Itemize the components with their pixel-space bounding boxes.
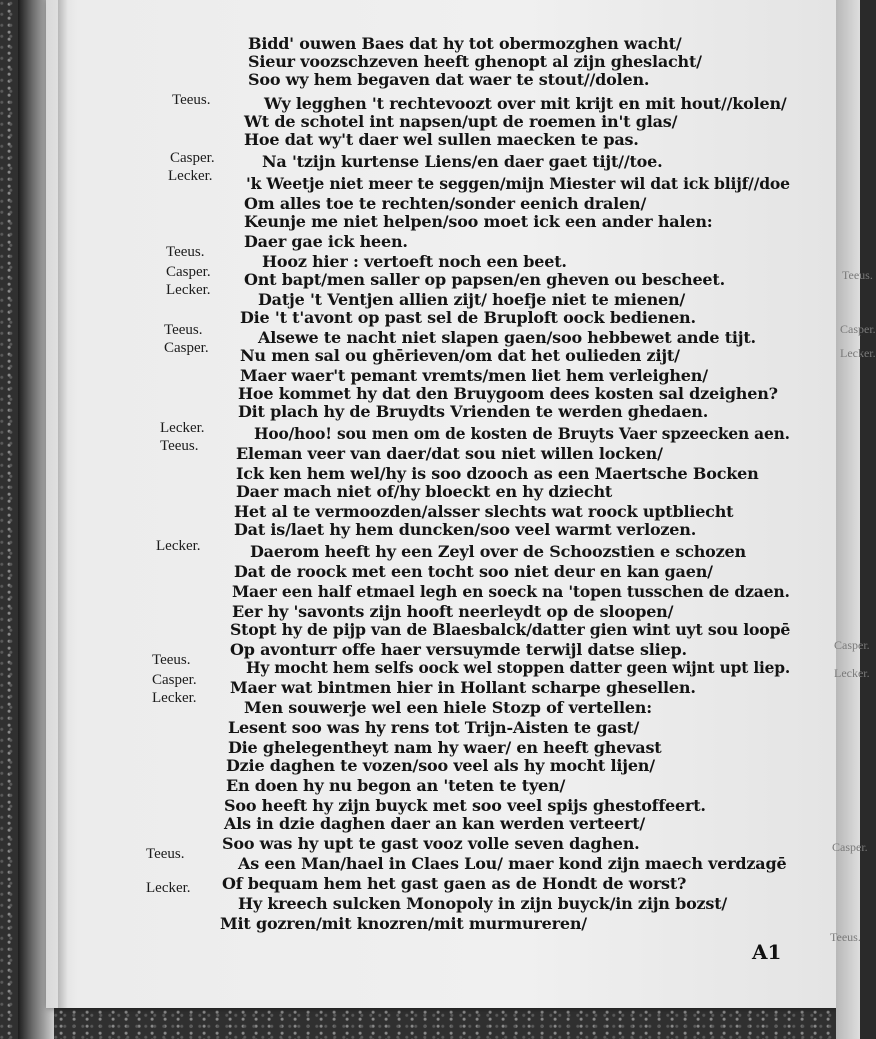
verse-line: Wt de schotel int napsen/upt de roemen in't glas/ bbox=[244, 112, 678, 131]
verse-line: Dat is/laet hy hem duncken/soo veel warmt verlozen. bbox=[234, 520, 697, 539]
verse-line: Hy kreech sulcken Monopoly in zijn buyck/in zijn bozst/ bbox=[238, 894, 728, 913]
verse-line: Of bequam hem het gast gaen as de Hondt de worst? bbox=[222, 874, 687, 893]
verse-line: Op avonturr offe haer versuymde terwijl datse sliep. bbox=[230, 640, 687, 659]
speaker-label: Casper. bbox=[166, 264, 211, 280]
verse-line: Soo was hy upt te gast vooz volle seven daghen. bbox=[222, 834, 640, 853]
speaker-label: Lecker. bbox=[152, 690, 197, 706]
verse-line: Soo heeft hy zijn buyck met soo veel spijs ghestoffeert. bbox=[224, 796, 706, 815]
verse-line: Sieur voozschzeven heeft ghenopt al zijn gheslacht/ bbox=[248, 52, 702, 71]
verse-line: Als in dzie daghen daer an kan werden verteert/ bbox=[224, 814, 646, 833]
verse-line: Dat de roock met een tocht soo niet deur en kan gaen/ bbox=[234, 562, 713, 581]
verse-line: Eer hy 'savonts zijn hooft neerleydt op de sloopen/ bbox=[232, 602, 674, 621]
speaker-label: Teeus. bbox=[160, 438, 199, 454]
verse-line: Ick ken hem wel/hy is soo dzooch as een Maertsche Bocken bbox=[236, 464, 759, 483]
verse-line: Hooz hier : vertoeft noch een beet. bbox=[262, 252, 567, 271]
speaker-label: Teeus. bbox=[164, 322, 203, 338]
verse-line: Eleman veer van daer/dat sou niet willen locken/ bbox=[236, 444, 663, 463]
verse-line: Mit gozren/mit knozren/mit murmureren/ bbox=[220, 914, 587, 933]
facing-page-speaker: Casper. bbox=[834, 638, 870, 652]
speaker-label: Teeus. bbox=[146, 846, 185, 862]
verse-line: En doen hy nu begon an 'teten te tyen/ bbox=[226, 776, 566, 795]
verse-line: Dit plach hy de Bruydts Vrienden te werden ghedaen. bbox=[238, 402, 709, 421]
facing-page-speaker: Teeus. bbox=[842, 268, 873, 282]
verse-line: Na 'tzijn kurtense Liens/en daer gaet tijt//toe. bbox=[262, 152, 663, 171]
verse-line: Hoe kommet hy dat den Bruygoom dees kosten sal dzeighen? bbox=[238, 384, 778, 403]
verse-line: Ont bapt/men saller op papsen/en gheven ou bescheet. bbox=[244, 270, 725, 289]
facing-page-speaker: Lecker. bbox=[834, 666, 870, 680]
verse-line: As een Man/hael in Claes Lou/ maer kond zijn maech verdzagē bbox=[238, 854, 787, 873]
verse-line: Wy legghen 't rechtevoozt over mit krijt en mit hout//kolen/ bbox=[264, 94, 787, 113]
speaker-label: Lecker. bbox=[166, 282, 211, 298]
verse-line: Daerom heeft hy een Zeyl over de Schoozstien e schozen bbox=[250, 542, 746, 561]
verse-line: Lesent soo was hy rens tot Trijn-Aisten te gast/ bbox=[228, 718, 640, 737]
facing-page-speaker: Lecker. bbox=[840, 346, 876, 360]
verse-line: Men souwerje wel een hiele Stozp of vertellen: bbox=[244, 698, 652, 717]
speaker-label: Lecker. bbox=[168, 168, 213, 184]
speaker-label: Lecker. bbox=[160, 420, 205, 436]
verse-line: Maer wat bintmen hier in Hollant scharpe ghesellen. bbox=[230, 678, 696, 697]
verse-line: Die ghelegentheyt nam hy waer/ en heeft ghevast bbox=[228, 738, 662, 757]
verse-line: 'k Weetje niet meer te seggen/mijn Miester wil dat ick blijf//doe bbox=[246, 174, 790, 193]
verse-line: Soo wy hem begaven dat waer te stout//dolen. bbox=[248, 70, 650, 89]
verse-line: Hoo/hoo! sou men om de kosten de Bruyts Vaer spzeecken aen. bbox=[254, 424, 790, 443]
speaker-label: Casper. bbox=[152, 672, 197, 688]
verse-line: Hoe dat wy't daer wel sullen maecken te pas. bbox=[244, 130, 639, 149]
verse-line: Maer een half etmael legh en soeck na 'topen tusschen de dzaen. bbox=[232, 582, 790, 601]
verse-line: Alsewe te nacht niet slapen gaen/soo hebbewet ande tijt. bbox=[258, 328, 756, 347]
verse-line: Het al te vermoozden/alsser slechts wat roock uptbliecht bbox=[234, 502, 734, 521]
verse-line: Maer waer't pemant vremts/men liet hem verleighen/ bbox=[240, 366, 708, 385]
verse-line: Nu men sal ou ghērieven/om dat het oulieden zijt/ bbox=[240, 346, 680, 365]
verse-line: Hy mocht hem selfs oock wel stoppen datter geen wijnt upt liep. bbox=[246, 658, 791, 677]
speaker-label: Casper. bbox=[170, 150, 215, 166]
verse-line: Daer mach niet of/hy bloeckt en hy dziecht bbox=[236, 482, 613, 501]
speaker-label: Teeus. bbox=[152, 652, 191, 668]
signature-mark: A1 bbox=[752, 940, 782, 964]
verse-line: Bidd' ouwen Baes dat hy tot obermozghen wacht/ bbox=[248, 34, 682, 53]
verse-line: Daer gae ick heen. bbox=[244, 232, 408, 251]
speaker-label: Casper. bbox=[164, 340, 209, 356]
speaker-label: Teeus. bbox=[172, 92, 211, 108]
speaker-label: Lecker. bbox=[156, 538, 201, 554]
verse-line: Om alles toe te rechten/sonder eenich dralen/ bbox=[244, 194, 647, 213]
facing-page-speaker: Teeus. bbox=[830, 930, 861, 944]
verse-line: Keunje me niet helpen/soo moet ick een ander halen: bbox=[244, 212, 713, 231]
verse-line: Dzie daghen te vozen/soo veel als hy mocht lijen/ bbox=[226, 756, 655, 775]
speaker-label: Teeus. bbox=[166, 244, 205, 260]
facing-page-speaker: Casper. bbox=[832, 840, 868, 854]
facing-page-speaker: Casper. bbox=[840, 322, 876, 336]
verse-line: Die 't t'avont op past sel de Bruploft oock bedienen. bbox=[240, 308, 696, 327]
verse-line: Stopt hy de pijp van de Blaesbalck/datter gien wint uyt sou loopē bbox=[230, 620, 791, 639]
speaker-label: Lecker. bbox=[146, 880, 191, 896]
verse-line: Datje 't Ventjen allien zijt/ hoefje niet te mienen/ bbox=[258, 290, 686, 309]
